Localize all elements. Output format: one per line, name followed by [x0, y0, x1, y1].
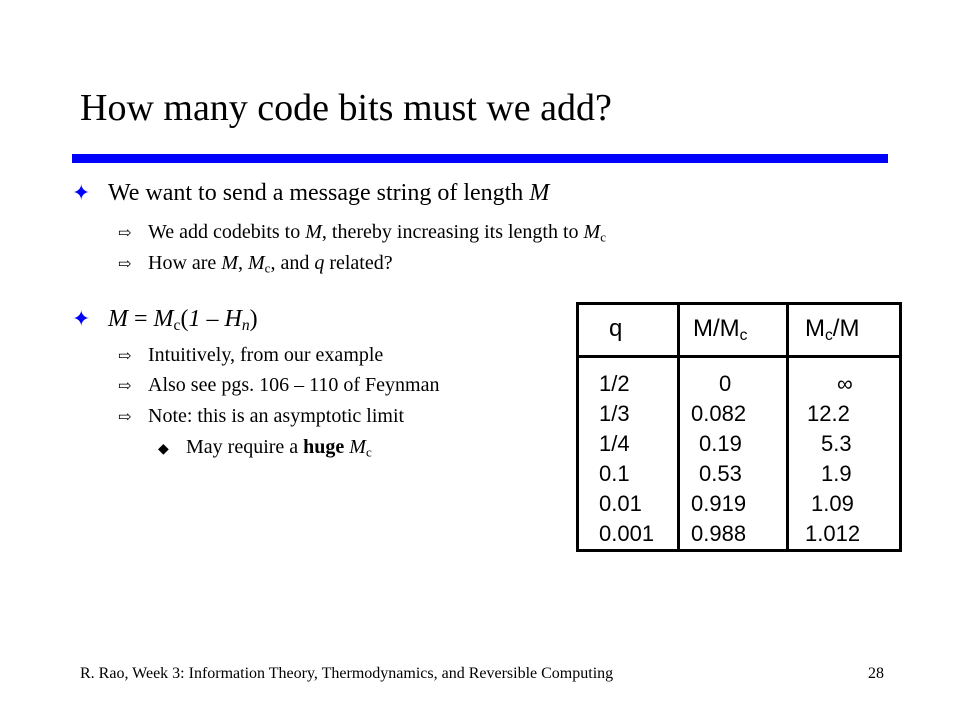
table-cell: 1.09: [811, 491, 854, 516]
var-h: H: [224, 306, 242, 332]
table-cell: 1/3: [599, 401, 630, 426]
table-cell: 12.2: [807, 401, 850, 426]
page-number: 28: [868, 665, 884, 682]
four-point-star-icon: ✦: [72, 306, 91, 331]
subscript: c: [825, 326, 833, 344]
var-m: M: [221, 252, 238, 274]
table-cell: 0.1: [599, 461, 630, 486]
text: /M: [832, 315, 860, 342]
hollow-arrow-icon: ⇨: [118, 225, 132, 242]
var-mc: M: [583, 221, 601, 243]
hollow-arrow-icon: ⇨: [118, 409, 132, 426]
text: , and: [270, 252, 315, 274]
table-cell: 1.9: [821, 461, 852, 486]
var-m: M: [529, 180, 550, 206]
var-m: M: [305, 221, 322, 243]
text: How are: [148, 252, 222, 274]
hollow-arrow-icon: ⇨: [118, 348, 132, 365]
subscript: n: [241, 316, 250, 334]
paren: ): [249, 306, 258, 332]
text: We add codebits to: [148, 221, 306, 243]
table-cell: 0.082: [691, 401, 747, 426]
table-cell: 1/2: [599, 371, 630, 396]
subscript: c: [365, 444, 372, 460]
sub-sub-bullet-huge: [158, 436, 372, 460]
slide-footer: R. Rao, Week 3: Information Theory, Thermodynamics, and Reversible Computing: [80, 665, 614, 682]
slide-title: How many code bits must we add?: [80, 87, 612, 129]
four-point-star-icon: ✦: [72, 180, 91, 205]
column-divider: [677, 305, 680, 549]
subscript: c: [600, 229, 606, 245]
one-minus: 1 –: [188, 306, 225, 332]
hollow-arrow-icon: ⇨: [118, 256, 132, 273]
var-mc: M: [349, 436, 366, 458]
text: related?: [324, 252, 393, 274]
text: Note: this is an asymptotic limit: [148, 405, 405, 427]
var-mc: M: [153, 306, 174, 332]
table-cell: 0.19: [699, 431, 742, 456]
hollow-arrow-icon: ⇨: [118, 378, 132, 395]
text: ,: [237, 252, 248, 274]
title-underline: [72, 154, 888, 163]
table-cell: 0: [719, 371, 732, 396]
var-mc: M: [247, 252, 265, 274]
var-q: q: [314, 252, 325, 274]
table-cell: 0.001: [599, 521, 655, 546]
sub-bullet-intuitively: [118, 344, 383, 367]
column-q: [599, 369, 654, 549]
table-cell: 0.53: [699, 461, 742, 486]
text: M/M: [693, 315, 740, 342]
subscript: c: [173, 316, 181, 334]
bullet-text: We want to send a message string of length: [108, 180, 530, 206]
equals: =: [128, 306, 154, 332]
text: May require a: [186, 436, 304, 458]
table-cell: 0.988: [691, 521, 747, 546]
bullet-message-length: [72, 180, 549, 207]
sub-bullet-feynman: [118, 374, 439, 397]
table-cell: 0.01: [599, 491, 642, 516]
column-mc-over-m: [801, 369, 860, 549]
header-q: q: [609, 315, 623, 342]
bold-text: huge: [303, 436, 345, 458]
header-mc-over-m: [805, 315, 859, 345]
paren: (: [180, 306, 189, 332]
table-cell: 0.919: [691, 491, 747, 516]
sub-bullet-how-related: [118, 252, 393, 276]
header-divider: [579, 355, 899, 358]
table-cell: ∞: [837, 371, 853, 396]
text: , thereby increasing its length to: [321, 221, 584, 243]
table-cell: 1/4: [599, 431, 630, 456]
ratio-table: [576, 302, 902, 552]
subscript: c: [739, 326, 748, 344]
text: Intuitively, from our example: [148, 344, 384, 366]
var-m: M: [108, 306, 128, 332]
table-cell: 5.3: [821, 431, 852, 456]
column-divider: [786, 305, 789, 549]
text: Also see pgs. 106 – 110 of Feynman: [148, 374, 440, 396]
table-cell: 1.012: [805, 521, 861, 546]
text: M: [805, 315, 825, 342]
bullet-formula: [72, 306, 258, 335]
sub-bullet-add-codebits: [118, 221, 606, 245]
subscript: c: [264, 260, 271, 276]
column-m-over-mc: [691, 369, 757, 549]
diamond-icon: ◆: [158, 442, 169, 457]
sub-bullet-asymptotic: [118, 405, 404, 428]
header-m-over-mc: [693, 315, 747, 345]
